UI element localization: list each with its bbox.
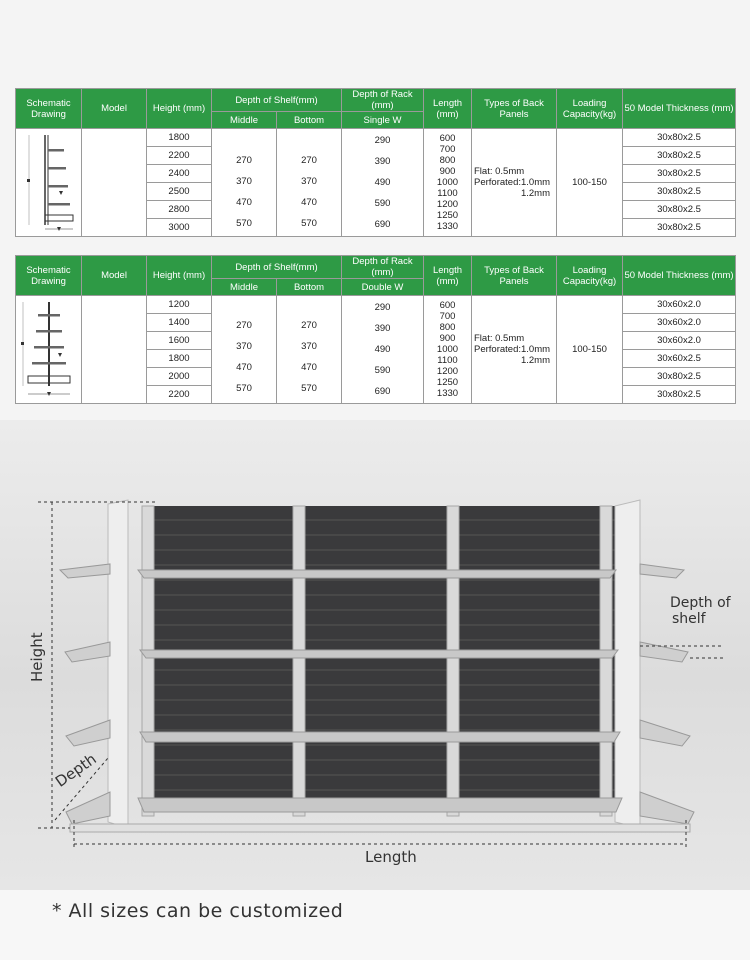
thickness-cell: 30x80x2.5 xyxy=(623,183,736,201)
panel-flat: Flat: 0.5mm xyxy=(474,333,525,344)
length-value: 600 xyxy=(439,133,456,144)
single-rack-schematic-icon xyxy=(19,129,79,233)
height-cell: 1600 xyxy=(147,332,212,350)
header-rack-type: Single W xyxy=(342,112,424,129)
bottom-depth-cell xyxy=(277,296,342,404)
header-panels: Types of Back Panels xyxy=(472,256,557,296)
header-height: Height (mm) xyxy=(147,89,212,129)
middle-value: 270 xyxy=(236,154,252,166)
height-cell: 3000 xyxy=(147,219,212,237)
header-thickness: 50 Model Thickness (mm) xyxy=(623,256,736,296)
length-value: 1100 xyxy=(437,355,458,366)
schematic-drawing-single xyxy=(16,129,82,237)
spec-table-single xyxy=(15,88,736,237)
rack-depth-value: 390 xyxy=(374,156,391,167)
header-depth-shelf: Depth of Shelf(mm) xyxy=(212,89,342,112)
height-cell: 2200 xyxy=(147,147,212,165)
rack-depth-value: 490 xyxy=(374,344,391,355)
schematic-drawing-double xyxy=(16,296,82,404)
panel-perforated: Perforated:1.0mm xyxy=(474,177,551,188)
header-rack-type: Double W xyxy=(342,279,424,296)
thickness-cell: 30x60x2.0 xyxy=(623,296,736,314)
loading-cell: 100-150 xyxy=(557,129,623,237)
rack-depth-value: 590 xyxy=(374,198,391,209)
length-value: 1200 xyxy=(436,199,459,210)
header-depth-rack: Depth of Rack (mm) xyxy=(342,256,424,279)
length-value: 900 xyxy=(439,333,456,344)
middle-value: 570 xyxy=(236,217,252,229)
height-cell: 2800 xyxy=(147,201,212,219)
middle-value: 370 xyxy=(236,340,252,352)
header-loading: Loading Capacity(kg) xyxy=(557,256,623,296)
middle-value: 470 xyxy=(236,361,252,373)
thickness-cell: 30x80x2.5 xyxy=(623,368,736,386)
length-value: 1000 xyxy=(436,344,459,355)
header-bottom: Bottom xyxy=(277,279,342,296)
middle-depth-cell xyxy=(212,296,277,404)
rack-depth-value: 390 xyxy=(374,323,391,334)
rack-depth-cell xyxy=(342,296,424,404)
thickness-cell: 30x80x2.5 xyxy=(623,219,736,237)
header-panels: Types of Back Panels xyxy=(472,89,557,129)
length-value: 1250 xyxy=(436,377,459,388)
header-depth-shelf: Depth of Shelf(mm) xyxy=(212,256,342,279)
rack-depth-value: 490 xyxy=(374,177,391,188)
bottom-value: 570 xyxy=(301,217,317,229)
header-model: Model xyxy=(82,256,147,296)
header-height: Height (mm) xyxy=(147,256,212,296)
bottom-value: 370 xyxy=(301,340,317,352)
rack-depth-value: 590 xyxy=(374,365,391,376)
height-cell: 2000 xyxy=(147,368,212,386)
double-rack-schematic-icon xyxy=(19,296,79,400)
header-loading: Loading Capacity(kg) xyxy=(557,89,623,129)
middle-value: 570 xyxy=(236,382,252,394)
header-length: Length (mm) xyxy=(424,256,472,296)
length-value: 1000 xyxy=(436,177,459,188)
thickness-cell: 30x80x2.5 xyxy=(623,201,736,219)
header-schematic-text: Schematic Drawing xyxy=(26,97,71,120)
thickness-cell: 30x60x2.0 xyxy=(623,314,736,332)
header-thickness: 50 Model Thickness (mm) xyxy=(623,89,736,129)
middle-depth-cell xyxy=(212,129,277,237)
header-schematic xyxy=(16,89,82,129)
height-cell: 2500 xyxy=(147,183,212,201)
header-bottom: Bottom xyxy=(277,112,342,129)
panel-perforated: Perforated:1.0mm xyxy=(474,344,551,355)
spec-table-double xyxy=(15,255,736,404)
rack-depth-value: 690 xyxy=(374,386,391,397)
bottom-value: 370 xyxy=(301,175,317,187)
length-value: 800 xyxy=(439,155,456,166)
panel-perforated-2: 1.2mm xyxy=(520,188,550,199)
bottom-value: 470 xyxy=(301,361,317,373)
header-middle: Middle xyxy=(212,112,277,129)
model-cell xyxy=(82,296,147,404)
length-value: 900 xyxy=(439,166,456,177)
length-value: 1330 xyxy=(436,221,459,232)
length-value: 1200 xyxy=(436,366,459,377)
height-cell: 2400 xyxy=(147,165,212,183)
panels-cell xyxy=(472,129,557,237)
bottom-value: 270 xyxy=(301,319,317,331)
rack-depth-value: 690 xyxy=(374,219,391,230)
length-label: Length xyxy=(365,848,417,866)
header-schematic: Schematic Drawing xyxy=(16,256,82,296)
length-value: 800 xyxy=(439,322,456,333)
thickness-cell: 30x80x2.5 xyxy=(623,386,736,404)
panel-perforated-2: 1.2mm xyxy=(520,355,550,366)
rack-depth-cell xyxy=(342,129,424,237)
depth-of-shelf-label-1: Depth of xyxy=(670,595,731,611)
length-cell xyxy=(424,129,472,237)
length-value: 1250 xyxy=(436,210,459,221)
length-cell xyxy=(424,296,472,404)
rack-depth-value: 290 xyxy=(374,135,391,146)
thickness-cell: 30x80x2.5 xyxy=(623,129,736,147)
height-cell: 1800 xyxy=(147,350,212,368)
panels-cell xyxy=(472,296,557,404)
thickness-cell: 30x80x2.5 xyxy=(623,165,736,183)
length-value: 1330 xyxy=(436,388,459,399)
shelving-unit-illustration xyxy=(0,420,750,890)
height-cell: 1200 xyxy=(147,296,212,314)
depth-of-shelf-label-2: shelf xyxy=(672,611,706,627)
height-cell: 1800 xyxy=(147,129,212,147)
rack-depth-value: 290 xyxy=(374,302,391,313)
header-depth-rack: Depth of Rack (mm) xyxy=(342,89,424,112)
customization-note: * All sizes can be customized xyxy=(52,900,344,922)
thickness-cell: 30x60x2.0 xyxy=(623,332,736,350)
header-middle: Middle xyxy=(212,279,277,296)
header-model: Model xyxy=(82,89,147,129)
length-value: 1100 xyxy=(437,188,458,199)
height-label: Height xyxy=(28,632,46,682)
thickness-cell: 30x60x2.5 xyxy=(623,350,736,368)
length-value: 700 xyxy=(439,144,456,155)
model-cell xyxy=(82,129,147,237)
panel-flat: Flat: 0.5mm xyxy=(474,166,525,177)
length-value: 700 xyxy=(439,311,456,322)
shelving-photo xyxy=(0,420,750,890)
thickness-cell: 30x80x2.5 xyxy=(623,147,736,165)
middle-value: 370 xyxy=(236,175,252,187)
header-length: Length (mm) xyxy=(424,89,472,129)
bottom-value: 270 xyxy=(301,154,317,166)
height-cell: 1400 xyxy=(147,314,212,332)
length-value: 600 xyxy=(439,300,456,311)
depth-label: Depth xyxy=(52,749,100,791)
middle-value: 270 xyxy=(236,319,252,331)
loading-cell: 100-150 xyxy=(557,296,623,404)
bottom-depth-cell xyxy=(277,129,342,237)
height-cell: 2200 xyxy=(147,386,212,404)
middle-value: 470 xyxy=(236,196,252,208)
bottom-value: 570 xyxy=(301,382,317,394)
bottom-value: 470 xyxy=(301,196,317,208)
